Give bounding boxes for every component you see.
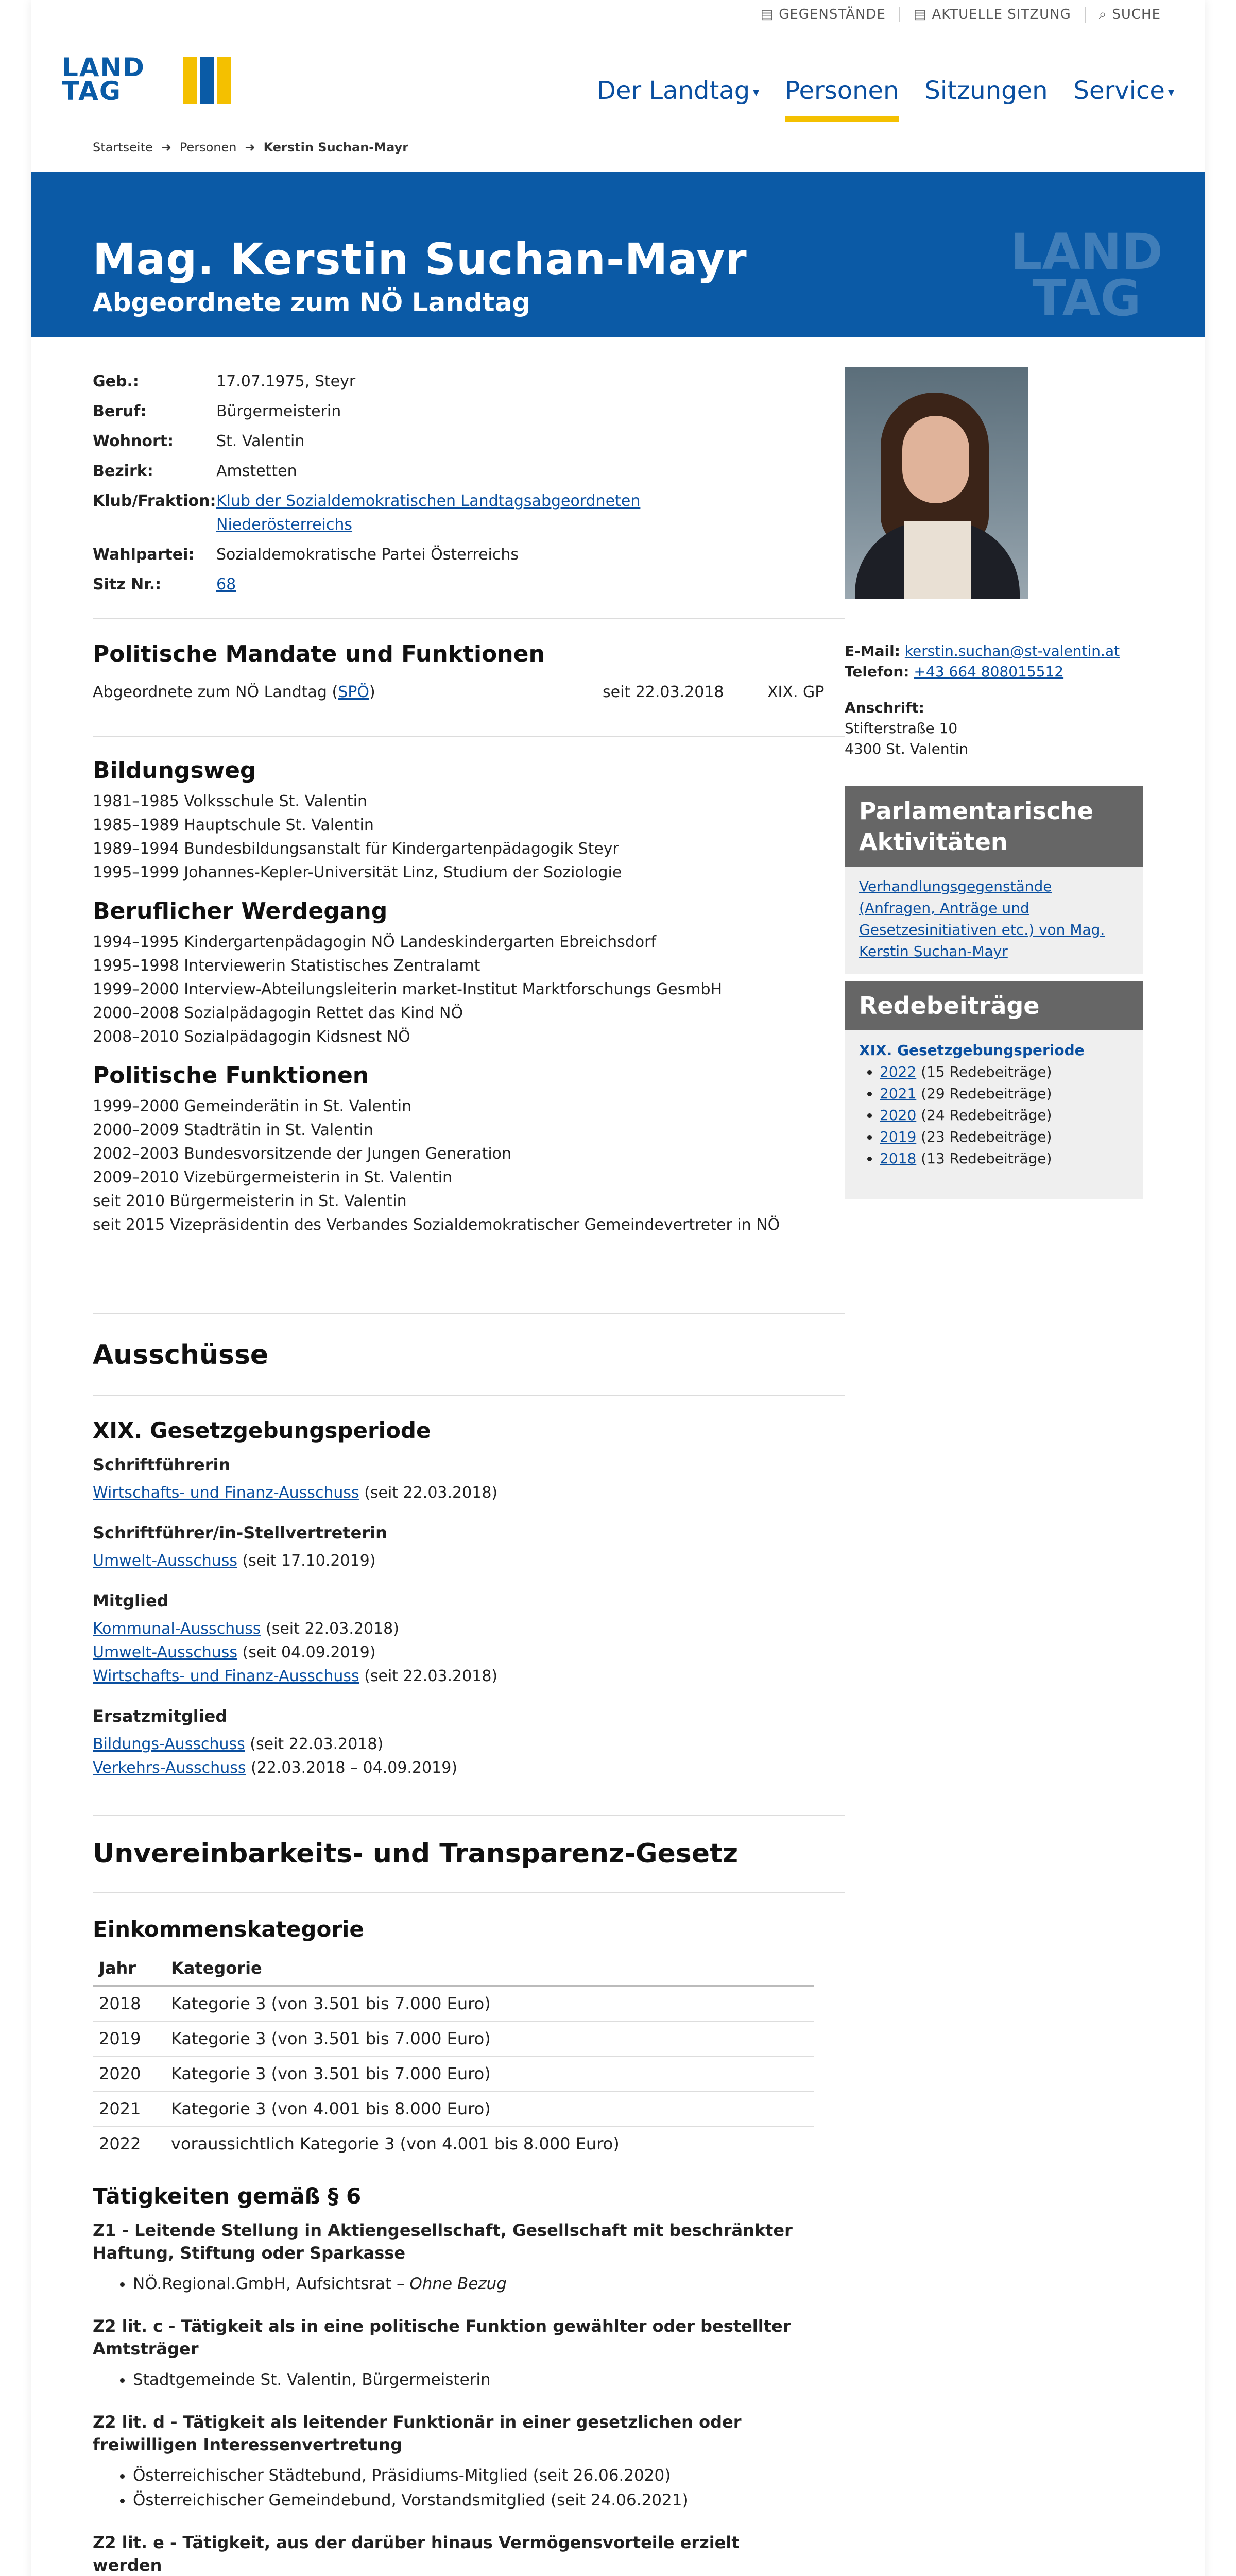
meta-nav-aktuelle-sitzung[interactable]: ▤ AKTUELLE SITZUNG xyxy=(899,7,1085,22)
table-row: 2018 Kategorie 3 (von 3.501 bis 7.000 Euro) xyxy=(93,1986,814,2022)
rede-box-title: Redebeiträge xyxy=(845,981,1143,1030)
list-item: • Österreichischer Städtebund, Präsidiums-Mitglied (seit 26.06.2020) xyxy=(133,2463,845,2488)
logo-stripes xyxy=(183,57,231,104)
divider xyxy=(93,736,845,737)
ausschuss-link[interactable]: Kommunal-Ausschuss xyxy=(93,1620,261,1638)
breadcrumb-current: Kerstin Suchan-Mayr xyxy=(263,140,409,155)
hero-banner xyxy=(31,172,1205,337)
verhandlungsgegenstaende-link[interactable]: Verhandlungsgegenstände (Anfragen, Anträge und Gesetzesinitiativen etc.) von Mag. Kerstin Suchan-Mayr xyxy=(859,878,1105,960)
list-item: • 2020 (24 Redebeiträge) xyxy=(880,1105,1129,1126)
meta-nav xyxy=(747,0,1174,29)
breadcrumb-personen[interactable]: Personen xyxy=(179,140,237,155)
fact-row: Bezirk: Amstetten xyxy=(93,462,297,480)
search-icon: ⌕ xyxy=(1098,6,1107,22)
phone-link[interactable]: +43 664 808015512 xyxy=(914,663,1064,680)
ausschuss-link[interactable]: Umwelt-Ausschuss xyxy=(93,1552,238,1570)
z2d-list xyxy=(133,2463,845,2513)
nav-sitzungen[interactable]: Sitzungen xyxy=(924,76,1048,105)
bildungsweg-list: 1981–1985 Volksschule St. Valentin 1985–1989 Hauptschule St. Valentin 1989–1994 Bundesbildungsanstalt für Kindergartenpädagogik Steyr 1995–1999 Johannes-Kepler-Universität Linz, Studium der Soziologie xyxy=(93,792,622,882)
rede-year-link[interactable]: 2021 xyxy=(880,1085,917,1102)
logo-watermark: LAND TAG xyxy=(1010,223,1163,327)
nav-der-landtag[interactable]: Der Landtag ▾ xyxy=(596,76,760,105)
divider xyxy=(93,1313,845,1314)
mandate-heading: Politische Mandate und Funktionen xyxy=(93,641,545,667)
party-link[interactable]: SPÖ xyxy=(338,683,369,701)
table-row: 2022 voraussichtlich Kategorie 3 (von 4.001 bis 8.000 Euro) xyxy=(99,2134,620,2154)
mandate-row: Abgeordnete zum NÖ Landtag (SPÖ) seit 22.03.2018 XIX. GP xyxy=(93,683,825,701)
unvereinbarkeit-heading: Unvereinbarkeits- und Transparenz-Gesetz xyxy=(93,1838,739,1869)
fact-row: Sitz Nr.: 68 xyxy=(93,575,236,594)
z2c-list xyxy=(133,2367,845,2392)
document-icon: ▤ xyxy=(913,7,927,22)
bio-section xyxy=(93,757,845,1237)
document-icon: ▤ xyxy=(760,7,774,22)
fact-row: Wohnort: St. Valentin xyxy=(93,432,305,450)
pol-funktionen-heading: Politische Funktionen xyxy=(93,1062,369,1089)
ausschuss-link[interactable]: Verkehrs-Ausschuss xyxy=(93,1759,246,1777)
table-row: 2020 Kategorie 3 (von 3.501 bis 7.000 Euro) xyxy=(93,2056,814,2091)
fact-row: Klub/Fraktion: Klub der Sozialdemokratischen Landtagsabgeordneten Niederösterreichs xyxy=(93,489,845,537)
taetigkeiten-heading: Tätigkeiten gemäß § 6 xyxy=(93,2183,362,2209)
chevron-down-icon: ▾ xyxy=(753,85,760,99)
klub-link[interactable]: Klub der Sozialdemokratischen Landtagsabgeordneten Niederösterreichs xyxy=(216,492,641,534)
einkommen-table xyxy=(93,1951,814,2161)
parl-aktivitaeten-box xyxy=(845,786,1143,974)
rede-year-link[interactable]: 2019 xyxy=(880,1128,917,1145)
list-item: • NÖ.Regional.GmbH, Aufsichtsrat – Ohne Bezug xyxy=(133,2272,845,2296)
ausschuss-link[interactable]: Bildungs-Ausschuss xyxy=(93,1735,245,1753)
email-link[interactable]: kerstin.suchan@st-valentin.at xyxy=(904,642,1120,659)
ausschuss-link[interactable]: Wirtschafts- und Finanz-Ausschuss xyxy=(93,1484,359,1502)
table-header: Jahr Kategorie xyxy=(93,1951,814,1986)
einkommen-section: Einkommenskategorie Jahr Kategorie 2018 Kategorie 3 (von 3.501 bis 7.000 Euro) 2019 Kategorie 3 (von 3.501 bis 7.000 Euro) 2020 Kategorie 3 (von 3.501 bis 7.000 Euro) 2021 Kategorie 3 (von 4.001 bis 8.000 Euro) 2022 voraussichtlich Kategorie 3 (von 4.001 bis 8.000 Euro) Tätigkeiten gemäß § 6 Z1 - Leitende Stellung in Aktiengesellschaft, Gesellschaft mit beschränkter Haftung, Stiftung oder Sparkasse • NÖ.Regional.GmbH, Aufsichtsrat – Ohne Bezug Z2 lit. c - Tätigkeit als in eine politische Funktion gewählter oder bestellter Amtsträger • Stadtgemeinde St. Valentin, Bürgermeisterin Z2 lit. d - Tätigkeit als leitender Funktionär in einer gesetzlichen oder freiwilligen Interessenvertretung • Österreichischer Städtebund, Präsidiums-Mitglied (seit 26.06.2020) • Österreichischer Gemeindebund, Vorstandsmitglied (seit 24.06.2021) Z2 lit. e - Tätigkeit, aus der darüber hinaus Vermögensvorteile erzielt werden xyxy=(93,1917,845,2576)
rede-year-link[interactable]: 2018 xyxy=(880,1150,917,1167)
table-row: 2021 Kategorie 3 (von 4.001 bis 8.000 Euro) xyxy=(93,2091,814,2126)
fact-row: Geb.: 17.07.1975, Steyr xyxy=(93,372,356,391)
divider xyxy=(93,1892,845,1893)
meta-nav-suche[interactable]: ⌕ SUCHE xyxy=(1085,7,1174,23)
main-nav xyxy=(597,76,1174,122)
fact-row: Beruf: Bürgermeisterin xyxy=(93,402,341,420)
breadcrumb-startseite[interactable]: Startseite xyxy=(93,140,153,155)
divider xyxy=(93,1815,845,1816)
list-item: • Stadtgemeinde St. Valentin, Bürgermeisterin xyxy=(133,2367,845,2392)
bildungsweg-heading: Bildungsweg xyxy=(93,757,256,784)
mandate-section xyxy=(93,641,845,704)
divider xyxy=(93,618,845,619)
rede-year-link[interactable]: 2020 xyxy=(880,1107,917,1124)
parl-box-title: Parlamentarische Aktivitäten xyxy=(845,786,1143,867)
rede-year-link[interactable]: 2022 xyxy=(880,1063,917,1080)
chevron-down-icon: ▾ xyxy=(1168,85,1174,99)
page-title: Mag. Kerstin Suchan-Mayr xyxy=(93,234,747,284)
list-item: • 2019 (23 Redebeiträge) xyxy=(880,1126,1129,1148)
list-item: • 2021 (29 Redebeiträge) xyxy=(880,1083,1129,1105)
z1-list xyxy=(133,2272,845,2296)
ausschuss-link[interactable]: Wirtschafts- und Finanz-Ausschuss xyxy=(93,1667,359,1685)
list-item: • Österreichischer Gemeindebund, Vorstandsmitglied (seit 24.06.2021) xyxy=(133,2488,845,2513)
ausschuesse-list: XIX. Gesetzgebungsperiode Schriftführerin Wirtschafts- und Finanz-Ausschuss (seit 22.03.2018) Schriftführer/in-Stellvertreterin Umwelt-Ausschuss (seit 17.10.2019) Mitglied Kommunal-Ausschuss (seit 22.03.2018) Umwelt-Ausschuss (seit 04.09.2019) Wirtschafts- und Finanz-Ausschuss (seit 22.03.2018) Ersatzmitglied Bildungs-Ausschuss (seit 22.03.2018) Verkehrs-Ausschuss (22.03.2018 – 04.09.2019) xyxy=(93,1418,845,1780)
page xyxy=(31,0,1205,2576)
nav-service[interactable]: Service ▾ xyxy=(1073,76,1174,105)
fact-row: Wahlpartei: Sozialdemokratische Partei Österreichs xyxy=(93,546,519,564)
contact-block: E-Mail: kerstin.suchan@st-valentin.at Telefon: +43 664 808015512 Anschrift: Stifterstraße 10 4300 St. Valentin xyxy=(845,642,1120,757)
ausschuesse-section xyxy=(93,1340,845,1370)
arrow-right-icon: ➜ xyxy=(245,140,255,155)
divider xyxy=(93,1395,845,1396)
list-item: • 2018 (13 Redebeiträge) xyxy=(880,1148,1129,1170)
breadcrumb xyxy=(93,140,408,155)
page-subtitle: Abgeordnete zum NÖ Landtag xyxy=(93,287,531,317)
gp-heading: XIX. Gesetzgebungsperiode xyxy=(93,1418,431,1443)
unvereinbarkeit-section xyxy=(93,1838,845,1869)
arrow-right-icon: ➜ xyxy=(161,140,171,155)
redebeitraege-box: Redebeiträge XIX. Gesetzgebungsperiode • 2022 (15 Redebeiträge) • 2021 (29 Redebeiträge) • 2020 (24 Redebeiträge) • 2019 (23 Redebeiträge) • 2018 (13 Redebeiträge) xyxy=(845,981,1143,1199)
ausschuss-link[interactable]: Umwelt-Ausschuss xyxy=(93,1643,238,1662)
pol-funktionen-list: 1999–2000 Gemeinderätin in St. Valentin 2000–2009 Stadträtin in St. Valentin 2002–2003 Bundesvorsitzende der Jungen Generation 2009–2010 Vizebürgermeisterin in St. Valentin seit 2010 Bürgermeisterin in St. Valentin seit 2015 Vizepräsidentin des Verbandes Sozialdemokratischer Gemeindevertreter in NÖ xyxy=(93,1097,780,1234)
ausschuesse-heading: Ausschüsse xyxy=(93,1340,269,1370)
werdegang-heading: Beruflicher Werdegang xyxy=(93,898,388,924)
person-facts xyxy=(93,367,845,600)
landtag-logo[interactable]: LAND TAG xyxy=(62,56,232,105)
table-row: 2019 Kategorie 3 (von 3.501 bis 7.000 Euro) xyxy=(93,2021,814,2056)
person-photo xyxy=(845,367,1028,599)
meta-nav-gegenstaende[interactable]: ▤ GEGENSTÄNDE xyxy=(760,7,886,22)
list-item: • 2022 (15 Redebeiträge) xyxy=(880,1061,1129,1083)
einkommen-heading: Einkommenskategorie xyxy=(93,1917,364,1942)
werdegang-list: 1994–1995 Kindergartenpädagogin NÖ Landeskindergarten Ebreichsdorf 1995–1998 Interviewerin Statistisches Zentralamt 1999–2000 Interview-Abteilungsleiterin market-Institut Marktforschungs GesmbH 2000–2008 Sozialpädagogin Rettet das Kind NÖ 2008–2010 Sozialpädagogin Kidsnest NÖ xyxy=(93,933,723,1046)
sitz-link[interactable]: 68 xyxy=(216,575,236,594)
nav-personen[interactable]: Personen xyxy=(785,76,899,122)
